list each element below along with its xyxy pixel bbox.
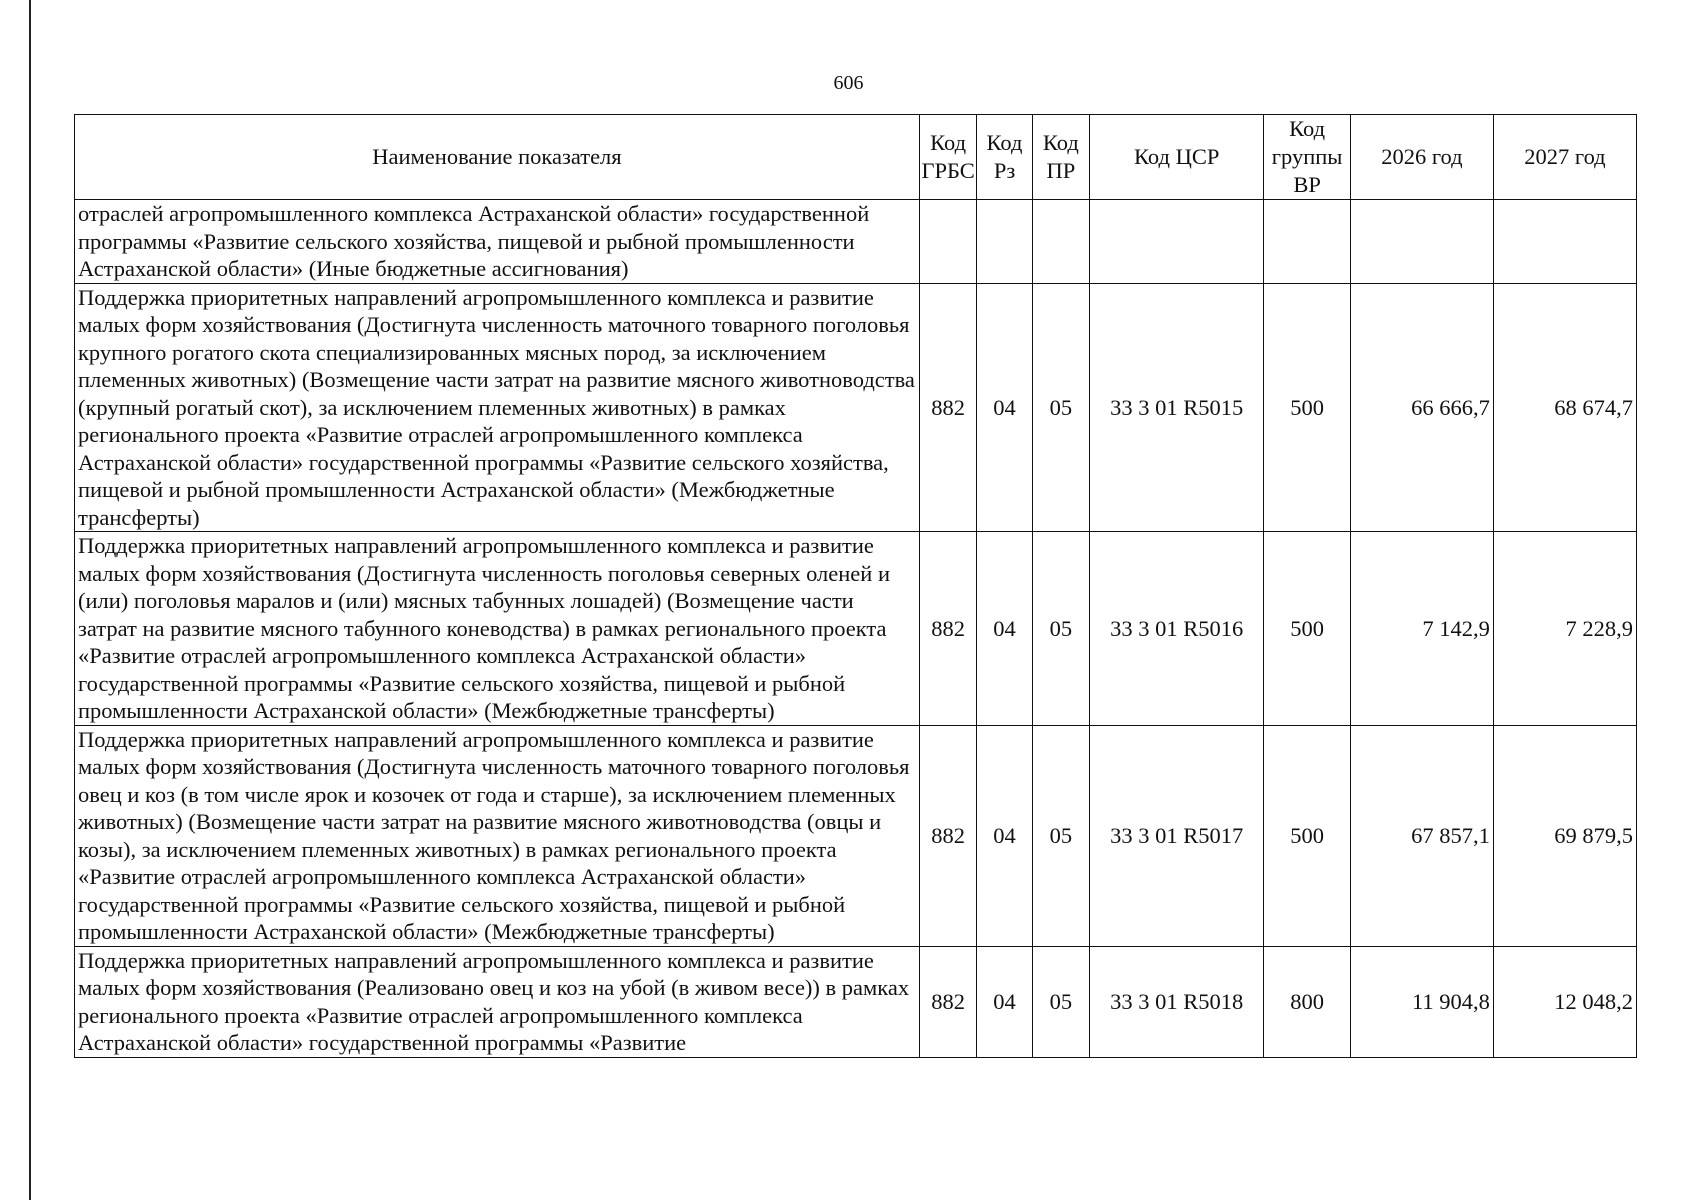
indicator-name-cell: Поддержка приоритетных направлений агропромышленного комплекса и развитие малых форм хозяйствования (Достигнута численность поголовья северных оленей и (или) поголовья маралов и (или) мясных табунных лошадей) (Возмещение части затрат на развитие мясного табунного коневодства) в рамках регионального проекта «Развитие отраслей агропромышленного комплекса Астраханской области» государственной программы «Развитие сельского хозяйства, пищевой и рыбной промышленности Астраханской области» (Межбюджетные трансферты) bbox=[75, 532, 920, 726]
grbs-cell: 882 bbox=[919, 532, 976, 726]
pr-cell: 05 bbox=[1032, 946, 1089, 1057]
amount-2027-cell: 7 228,9 bbox=[1493, 532, 1636, 726]
grbs-cell: 882 bbox=[919, 283, 976, 532]
amount-2026-cell: 67 857,1 bbox=[1350, 725, 1493, 946]
grbs-cell: 882 bbox=[919, 946, 976, 1057]
amount-2026-cell: 11 904,8 bbox=[1350, 946, 1493, 1057]
csr-cell bbox=[1090, 200, 1264, 284]
indicator-name-cell: Поддержка приоритетных направлений агропромышленного комплекса и развитие малых форм хозяйствования (Достигнута численность маточного товарного поголовья крупного рогатого скота специализированных мясных пород, за исключением племенных животных) (Возмещение части затрат на развитие мясного животноводства (крупный рогатый скот), за исключением племенных животных) в рамках регионального проекта «Развитие отраслей агропромышленного комплекса Астраханской области» государственной программы «Развитие сельского хозяйства, пищевой и рыбной промышленности Астраханской области» (Межбюджетные трансферты) bbox=[75, 283, 920, 532]
header-indicator-name: Наименование показателя bbox=[75, 115, 920, 200]
header-year-2026: 2026 год bbox=[1350, 115, 1493, 200]
rz-cell: 04 bbox=[977, 283, 1032, 532]
amount-2026-cell: 7 142,9 bbox=[1350, 532, 1493, 726]
vr-cell bbox=[1264, 200, 1351, 284]
rz-cell: 04 bbox=[977, 946, 1032, 1057]
table-row bbox=[75, 283, 1637, 532]
indicator-name-cell: отраслей агропромышленного комплекса Астраханской области» государственной программы «Развитие сельского хозяйства, пищевой и рыбной промышленности Астраханской области» (Иные бюджетные ассигнования) bbox=[75, 200, 920, 284]
header-csr-code: Код ЦСР bbox=[1090, 115, 1264, 200]
amount-2027-cell bbox=[1493, 200, 1636, 284]
vr-cell: 500 bbox=[1264, 725, 1351, 946]
csr-cell: 33 3 01 R5015 bbox=[1090, 283, 1264, 532]
table-row bbox=[75, 725, 1637, 946]
rz-cell bbox=[977, 200, 1032, 284]
header-pr-code: Код ПР bbox=[1032, 115, 1089, 200]
header-rz-code: Код Рз bbox=[977, 115, 1032, 200]
table-row bbox=[75, 200, 1637, 284]
binding-margin-line bbox=[29, 0, 31, 1200]
amount-2027-cell: 12 048,2 bbox=[1493, 946, 1636, 1057]
header-vr-group-code: Код группы ВР bbox=[1264, 115, 1351, 200]
grbs-cell bbox=[919, 200, 976, 284]
table-header-row bbox=[75, 115, 1637, 200]
amount-2026-cell: 66 666,7 bbox=[1350, 283, 1493, 532]
pr-cell bbox=[1032, 200, 1089, 284]
csr-cell: 33 3 01 R5017 bbox=[1090, 725, 1264, 946]
vr-cell: 800 bbox=[1264, 946, 1351, 1057]
csr-cell: 33 3 01 R5016 bbox=[1090, 532, 1264, 726]
indicator-name-cell: Поддержка приоритетных направлений агропромышленного комплекса и развитие малых форм хозяйствования (Достигнута численность маточного товарного поголовья овец и коз (в том числе ярок и козочек от года и старше), за исключением племенных животных) (Возмещение части затрат на развитие мясного животноводства (овцы и козы), за исключением племенных животных) в рамках регионального проекта «Развитие отраслей агропромышленного комплекса Астраханской области» государственной программы «Развитие сельского хозяйства, пищевой и рыбной промышленности Астраханской области» (Межбюджетные трансферты) bbox=[75, 725, 920, 946]
rz-cell: 04 bbox=[977, 725, 1032, 946]
pr-cell: 05 bbox=[1032, 283, 1089, 532]
amount-2026-cell bbox=[1350, 200, 1493, 284]
header-grbs-code: Код ГРБС bbox=[919, 115, 976, 200]
table-row bbox=[75, 946, 1637, 1057]
amount-2027-cell: 68 674,7 bbox=[1493, 283, 1636, 532]
budget-table bbox=[74, 114, 1637, 1058]
vr-cell: 500 bbox=[1264, 532, 1351, 726]
grbs-cell: 882 bbox=[919, 725, 976, 946]
page-number: 606 bbox=[833, 72, 864, 94]
pr-cell: 05 bbox=[1032, 532, 1089, 726]
pr-cell: 05 bbox=[1032, 725, 1089, 946]
vr-cell: 500 bbox=[1264, 283, 1351, 532]
amount-2027-cell: 69 879,5 bbox=[1493, 725, 1636, 946]
indicator-name-cell: Поддержка приоритетных направлений агропромышленного комплекса и развитие малых форм хозяйствования (Реализовано овец и коз на убой (в живом весе)) в рамках регионального проекта «Развитие отраслей агропромышленного комплекса Астраханской области» государственной программы «Развитие bbox=[75, 946, 920, 1057]
rz-cell: 04 bbox=[977, 532, 1032, 726]
csr-cell: 33 3 01 R5018 bbox=[1090, 946, 1264, 1057]
table-row bbox=[75, 532, 1637, 726]
header-year-2027: 2027 год bbox=[1493, 115, 1636, 200]
